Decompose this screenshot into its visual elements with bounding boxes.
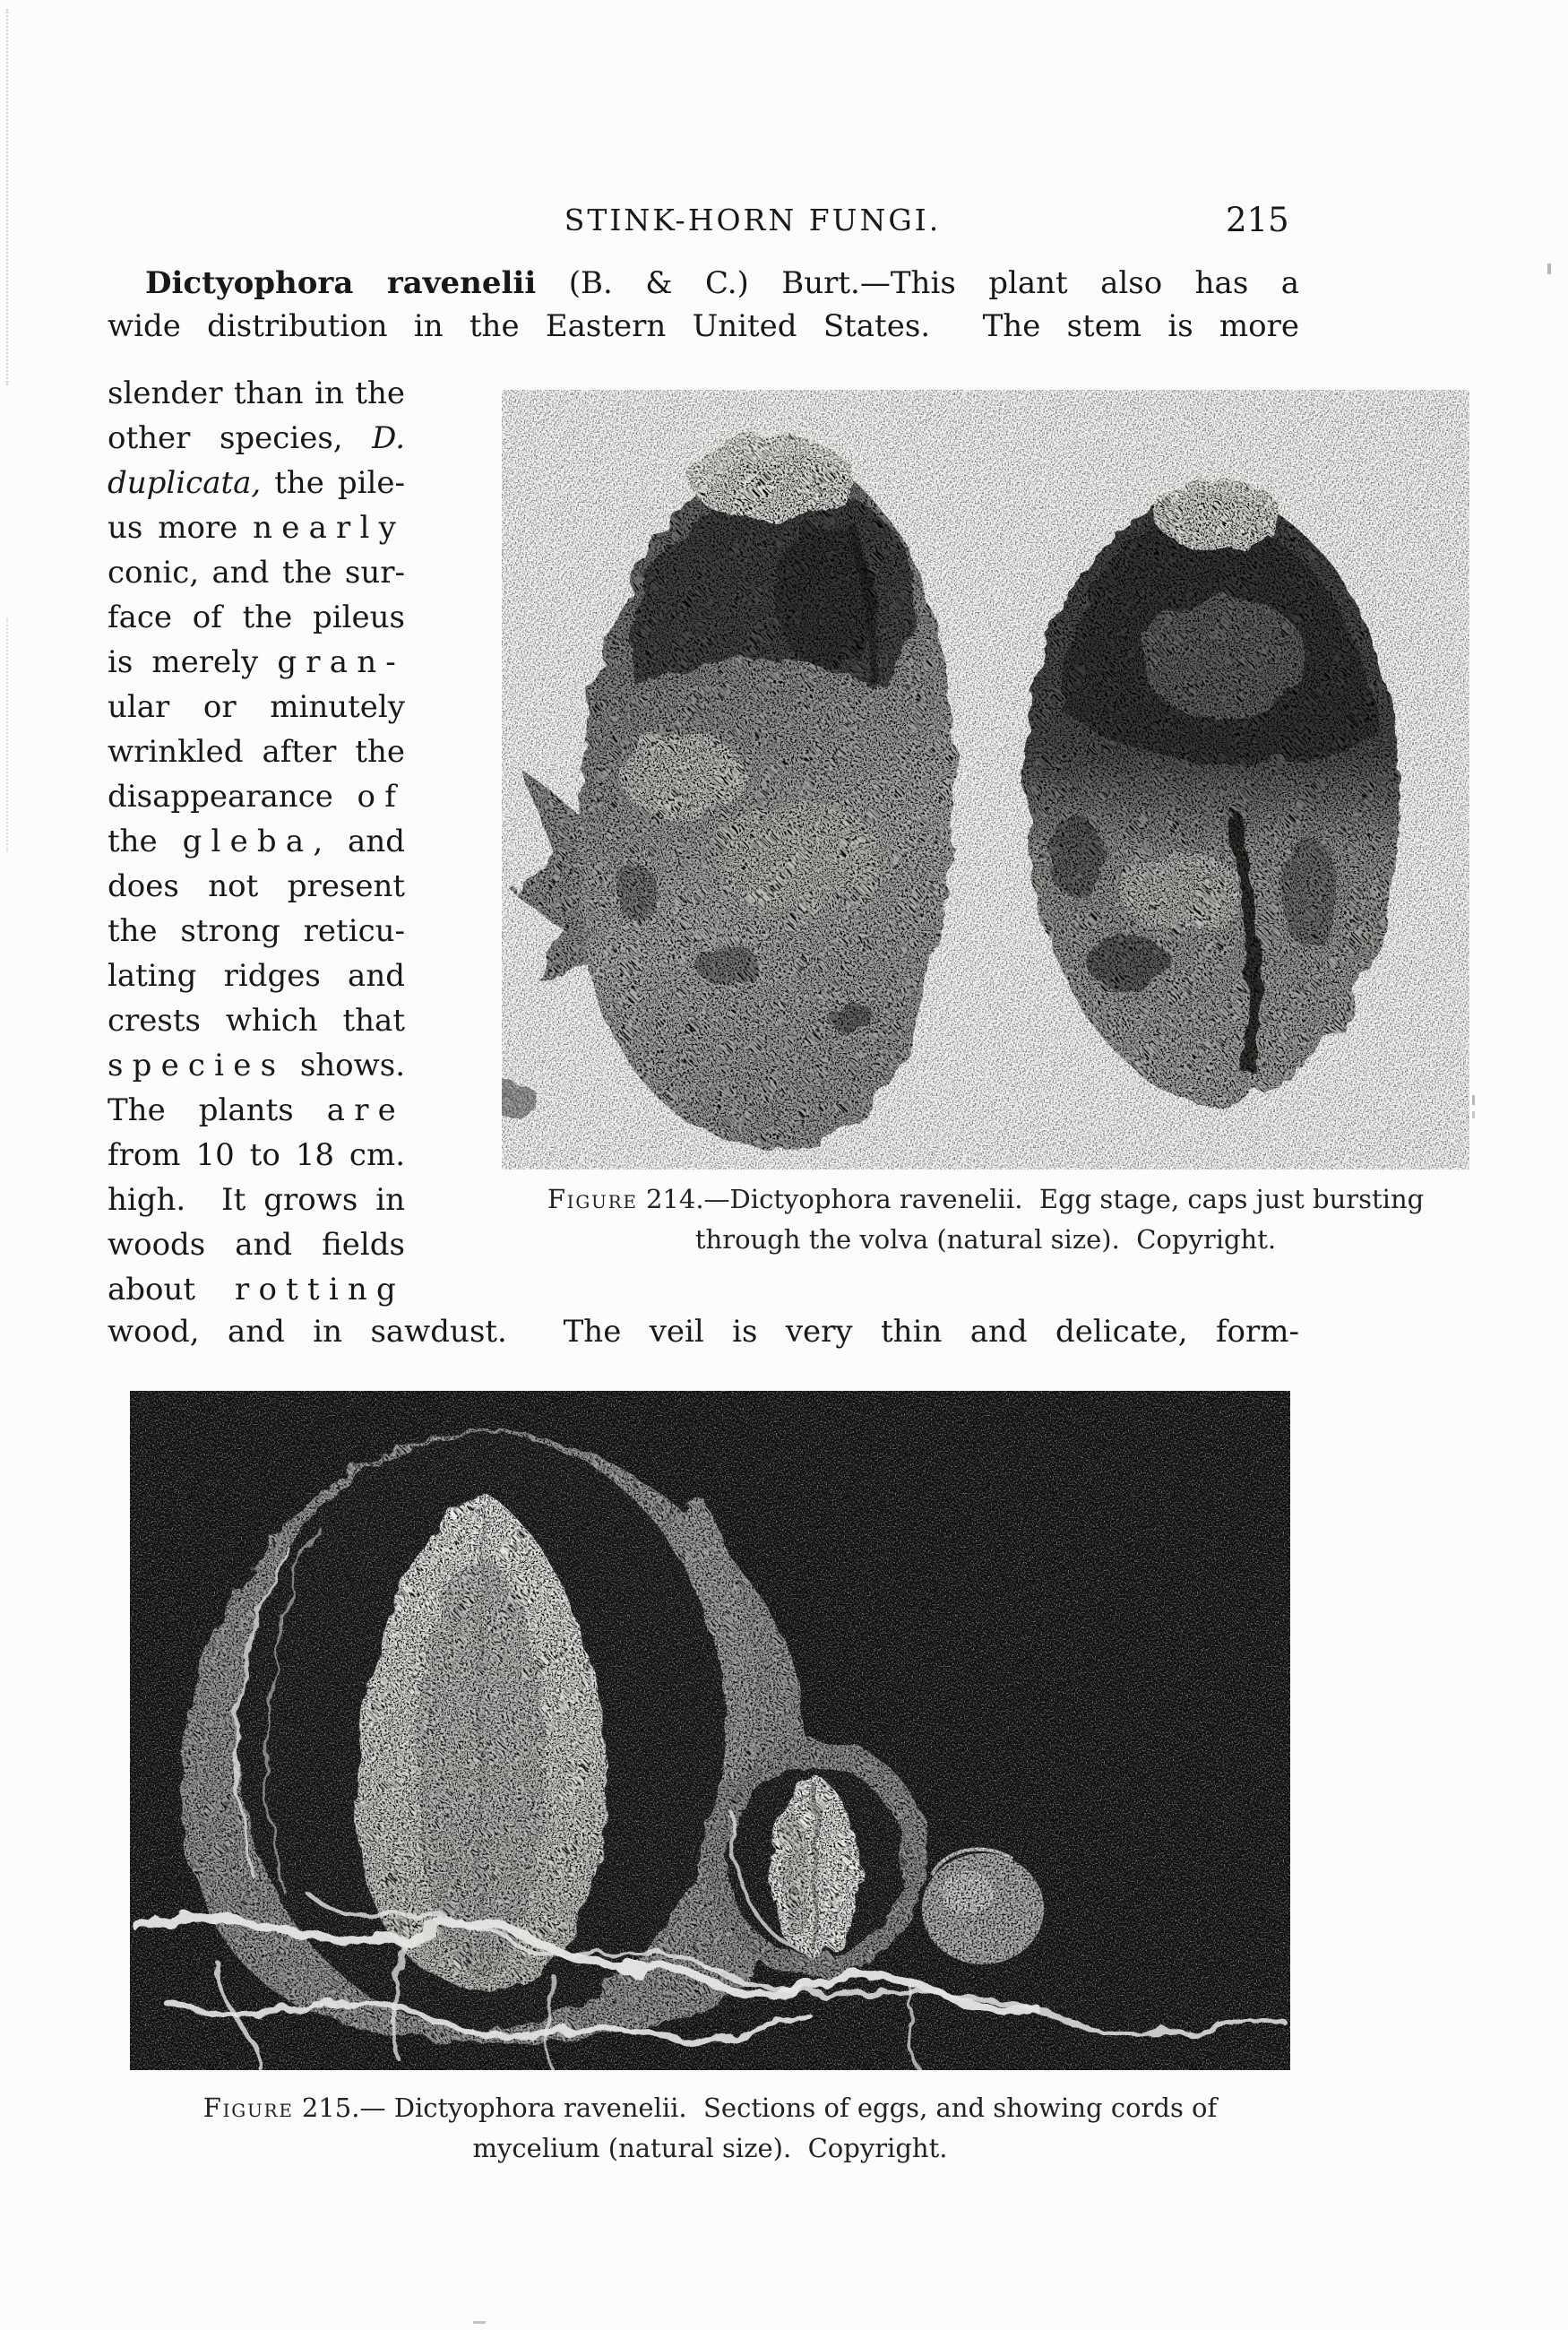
text-segment: high. It grows in xyxy=(108,1182,405,1218)
text-segment: about xyxy=(108,1272,235,1307)
scan-speck xyxy=(1547,263,1551,274)
text-column-line xyxy=(108,595,405,640)
scan-speck xyxy=(1472,1111,1475,1118)
text-segment: mycelium (natural size). Copyright. xyxy=(472,2133,948,2163)
page-number: 215 xyxy=(1226,201,1289,239)
scan-speck xyxy=(473,2321,486,2324)
text-column-line xyxy=(108,640,405,685)
text-segment: gran- xyxy=(277,644,405,680)
text-segment: crests which that xyxy=(108,1003,405,1039)
text-segment: is merely xyxy=(108,644,278,680)
text-segment: nearly xyxy=(253,510,405,546)
body-continuation-line xyxy=(108,1310,1299,1353)
text-column-line xyxy=(108,954,405,998)
text-segment: wide distribution in the Eastern United States. The stem is more xyxy=(108,308,1299,344)
intro-line-2 xyxy=(108,305,1299,348)
text-segment: conic, and the sur- xyxy=(108,555,405,591)
text-segment: disappearance xyxy=(108,779,358,815)
figure-214-image xyxy=(502,390,1469,1169)
text-segment: gleba xyxy=(182,824,314,859)
scan-edge-artifact xyxy=(6,9,8,385)
figure-214-caption xyxy=(430,1179,1541,1260)
text-column-line xyxy=(108,685,405,729)
text-column-line xyxy=(108,729,405,774)
figure-215-caption-line-2 xyxy=(130,2128,1290,2169)
text-column-line xyxy=(108,1178,405,1222)
text-segment: wrinkled after the xyxy=(108,734,405,770)
figure-214-caption-line-2 xyxy=(430,1220,1541,1260)
text-segment: 215.— Dictyophora ravenelii. Sections of eggs, and showing cords of xyxy=(293,2093,1218,2123)
text-segment: Figure xyxy=(547,1184,638,1214)
text-column-line xyxy=(108,371,405,416)
text-segment: the strong reticu- xyxy=(108,913,405,949)
text-segment: through the volva (natural size). Copyright. xyxy=(694,1224,1277,1255)
text-column-line xyxy=(108,505,405,550)
figure-215-image xyxy=(130,1391,1290,2070)
figure-215-caption-line-1 xyxy=(130,2088,1290,2128)
text-segment: does not present xyxy=(108,868,405,904)
text-column-line xyxy=(108,416,405,461)
figure-214-caption-line-1 xyxy=(430,1179,1541,1220)
text-segment: other species, xyxy=(108,420,373,456)
text-segment: of xyxy=(357,779,405,815)
text-column-line xyxy=(108,1222,405,1267)
text-segment: , and xyxy=(313,824,405,859)
text-segment: us more xyxy=(108,510,254,546)
text-column-line xyxy=(108,774,405,819)
text-segment: 214.—Dictyophora ravenelii. Egg stage, caps just bursting xyxy=(637,1184,1425,1214)
text-column-line xyxy=(108,461,405,505)
text-segment: from 10 to 18 cm. xyxy=(108,1137,405,1173)
text-column-line xyxy=(108,909,405,954)
text-segment: woods and fields xyxy=(108,1227,405,1263)
intro-paragraph xyxy=(108,262,1299,348)
scan-edge-artifact xyxy=(6,618,8,851)
text-column-line xyxy=(108,550,405,595)
text-column-line xyxy=(108,819,405,864)
text-column-line xyxy=(108,864,405,909)
text-segment: shows. xyxy=(285,1048,405,1083)
text-segment: wood, and in sawdust. The veil is very thin and delicate, form- xyxy=(108,1314,1299,1350)
text-column-line xyxy=(108,1088,405,1133)
text-segment: rotting xyxy=(235,1272,405,1307)
text-segment: lating ridges and xyxy=(108,958,405,994)
text-segment: Dictyophora ravenelii xyxy=(145,265,537,301)
text-segment: the pile- xyxy=(261,465,405,501)
figure-215-caption xyxy=(130,2088,1290,2169)
text-segment: D. xyxy=(372,420,405,456)
running-head-title: STINK-HORN FUNGI. xyxy=(564,203,942,237)
text-segment: duplicata, xyxy=(108,465,262,501)
text-column-line xyxy=(108,1043,405,1088)
text-segment: Figure xyxy=(202,2093,294,2123)
text-segment: The plants xyxy=(108,1092,327,1128)
text-segment: face of the pileus xyxy=(108,600,405,635)
intro-line-1 xyxy=(108,262,1299,305)
text-column-line xyxy=(108,998,405,1043)
text-column-line xyxy=(108,1267,405,1312)
text-segment: ular or minutely xyxy=(108,689,405,725)
text-segment: species xyxy=(108,1048,286,1083)
text-column xyxy=(108,371,405,1312)
text-segment: (B. & C.) Burt.—This plant also has a xyxy=(536,265,1299,301)
text-segment: the xyxy=(108,824,183,859)
text-segment: slender than in the xyxy=(108,375,405,411)
text-segment: are xyxy=(326,1092,405,1128)
text-column-line xyxy=(108,1133,405,1178)
scan-speck xyxy=(1472,1095,1475,1105)
